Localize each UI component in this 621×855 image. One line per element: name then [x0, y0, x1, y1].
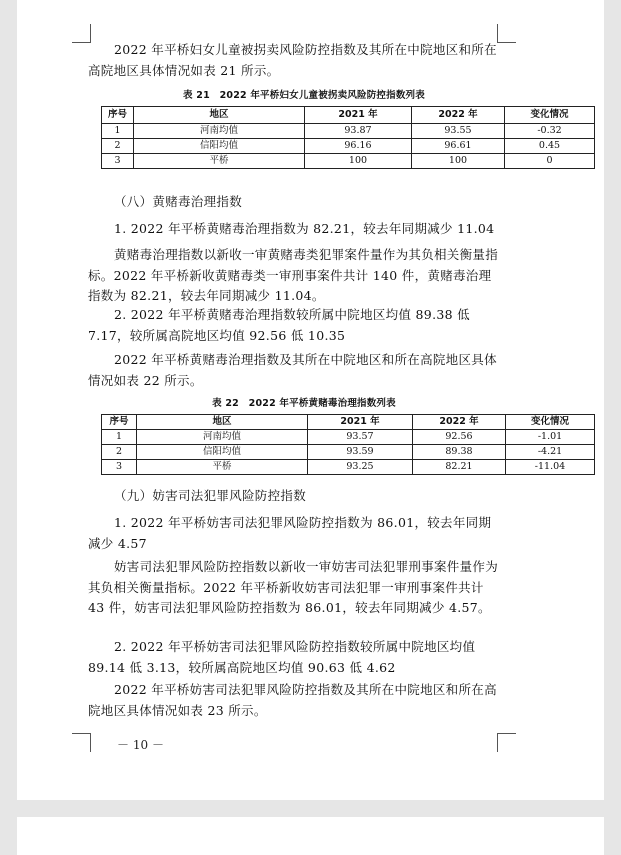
- table-cell: 100: [305, 154, 412, 169]
- page-number: － 10 －: [117, 738, 164, 752]
- table21-header-2021: 2021 年: [305, 107, 412, 124]
- table21-header-index: 序号: [102, 107, 134, 124]
- table-cell: 93.57: [308, 430, 413, 445]
- table-row: [102, 430, 595, 445]
- table21: [101, 106, 595, 169]
- paragraph-table21-intro: 2022 年平桥妇女儿童被拐卖风险防控指数及其所在中院地区和所在高院地区具体情况如表 21 所示。: [88, 42, 497, 78]
- paragraph-table22-intro: 2022 年平桥黄赌毒治理指数及其所在中院地区和所在高院地区具体情况如表 22 所示。: [88, 352, 497, 388]
- table-cell: 93.87: [305, 124, 412, 139]
- table-cell: -4.21: [506, 445, 595, 460]
- table-cell: -1.01: [506, 430, 595, 445]
- table-cell: 96.61: [412, 139, 505, 154]
- table21-header-region: 地区: [134, 107, 305, 124]
- table-cell: 93.55: [412, 124, 505, 139]
- paragraph-9-2: 2. 2022 年平桥妨害司法犯罪风险防控指数较所属中院地区均值 89.14 低 3.13，较所属高院地区均值 90.63 低 4.62: [88, 639, 476, 675]
- paragraph-8-2: 2. 2022 年平桥黄赌毒治理指数较所属中院地区均值 89.38 低 7.17，较所属高院地区均值 92.56 低 10.35: [88, 307, 470, 343]
- table-cell: -11.04: [506, 460, 595, 475]
- paragraph-8-detail: 黄赌毒治理指数以新收一审黄赌毒类犯罪案件量作为其负相关衡量指标。2022 年平桥新收黄赌毒类一审刑事案件共计 140 件，黄赌毒治理指数为 82.21，较去年同期减少 11.04。: [88, 247, 499, 303]
- table-cell: 1: [102, 430, 137, 445]
- table-row: [102, 445, 595, 460]
- table-cell: 河南均值: [137, 430, 308, 445]
- table22-caption: 表 22 2022 年平桥黄赌毒治理指数列表: [212, 398, 396, 409]
- crop-mark-bottom-right: [497, 733, 516, 752]
- table-cell: 100: [412, 154, 505, 169]
- table-row: [102, 460, 595, 475]
- table-cell: 93.25: [308, 460, 413, 475]
- table-cell: 0: [505, 154, 595, 169]
- table21-caption: 表 21 2022 年平桥妇女儿童被拐卖风险防控指数列表: [183, 90, 425, 101]
- table-cell: 0.45: [505, 139, 595, 154]
- paragraph-table23-intro: 2022 年平桥妨害司法犯罪风险防控指数及其所在中院地区和所在高院地区具体情况如表 23 所示。: [88, 682, 497, 718]
- table22-header-row: [102, 415, 595, 430]
- table-cell: 93.59: [308, 445, 413, 460]
- paragraph-9-detail: 妨害司法犯罪风险防控指数以新收一审妨害司法犯罪刑事案件量作为其负相关衡量指标。2022 年平桥新收妨害司法犯罪一审刑事案件共计 43 件，妨害司法犯罪风险防控指数为 86.01，较去年同期减少 4.57。: [88, 559, 499, 615]
- next-document-page: [17, 817, 604, 855]
- table22-header-region: 地区: [137, 415, 308, 430]
- table22-header-2021: 2021 年: [308, 415, 413, 430]
- table-cell: 信阳均值: [134, 139, 305, 154]
- section-heading-8: （八）黄赌毒治理指数: [114, 194, 243, 209]
- section-heading-9: （九）妨害司法犯罪风险防控指数: [114, 488, 307, 503]
- table-cell: -0.32: [505, 124, 595, 139]
- table-cell: 82.21: [413, 460, 506, 475]
- table-cell: 平桥: [134, 154, 305, 169]
- table22-header-index: 序号: [102, 415, 137, 430]
- table-cell: 河南均值: [134, 124, 305, 139]
- table-cell: 3: [102, 154, 134, 169]
- table-cell: 92.56: [413, 430, 506, 445]
- table-cell: 2: [102, 445, 137, 460]
- table22-header-change: 变化情况: [506, 415, 595, 430]
- paragraph-9-1: 1. 2022 年平桥妨害司法犯罪风险防控指数为 86.01，较去年同期减少 4.57: [88, 515, 492, 551]
- table22: [101, 414, 595, 475]
- table-cell: 平桥: [137, 460, 308, 475]
- table-cell: 3: [102, 460, 137, 475]
- table-row: [102, 139, 595, 154]
- table21-header-row: [102, 107, 595, 124]
- table-cell: 2: [102, 139, 134, 154]
- table22-header-2022: 2022 年: [413, 415, 506, 430]
- table-cell: 1: [102, 124, 134, 139]
- table-cell: 96.16: [305, 139, 412, 154]
- table-row: [102, 124, 595, 139]
- table-cell: 信阳均值: [137, 445, 308, 460]
- table-cell: 89.38: [413, 445, 506, 460]
- paragraph-8-1: 1. 2022 年平桥黄赌毒治理指数为 82.21，较去年同期减少 11.04: [114, 221, 495, 236]
- table21-header-change: 变化情况: [505, 107, 595, 124]
- table21-header-2022: 2022 年: [412, 107, 505, 124]
- table-row: [102, 154, 595, 169]
